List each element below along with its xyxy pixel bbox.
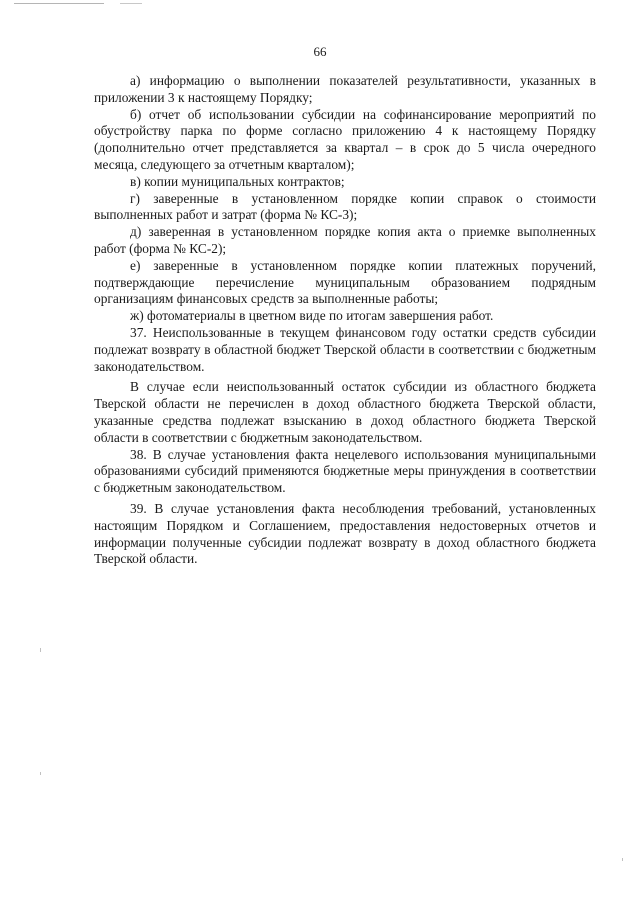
clause-37-continuation: В случае если неиспользованный остаток субсидии из областного бюджета Тверской области не перечислен в доход областного бюджета Тверской области, указанные средства подлежат взысканию в доход областного бюджета Тверской области в соответствии с бюджетным законодательством. bbox=[94, 379, 596, 445]
scan-artifact-line bbox=[120, 3, 142, 4]
list-item-a: а) информацию о выполнении показателей результативности, указанных в приложении 3 к настоящему Порядку; bbox=[94, 73, 596, 105]
list-item-b: б) отчет об использовании субсидии на софинансирование мероприятий по обустройству парка по форме согласно приложению 4 к настоящему Порядку (дополнительно отчет представляется за квартал – в срок до 5 числа очередного месяца, следующего за отчетным кварталом); bbox=[94, 106, 596, 172]
list-item-v: в) копии муниципальных контрактов; bbox=[130, 173, 345, 189]
clause-39: 39. В случае установления факта несоблюдения требований, установленных настоящим Порядком и Соглашением, предоставления недостоверных отчетов и информации полученные субсидии подлежат возврату в доход областного бюджета Тверской области. bbox=[94, 500, 596, 567]
scan-artifact-mark bbox=[622, 858, 623, 861]
scan-artifact-mark bbox=[40, 648, 41, 652]
clause-37: 37. Неиспользованные в текущем финансовом году остатки средств субсидии подлежат возврату в областной бюджет Тверской области в соответствии с бюджетным законодательством. bbox=[94, 324, 596, 374]
page-number: 66 bbox=[313, 44, 327, 59]
scan-artifact-line bbox=[14, 3, 104, 4]
list-item-e: е) заверенные в установленном порядке копии платежных поручений, подтверждающие перечисление муниципальным образованием подрядным организациям финансовых средств за выполненные работы; bbox=[94, 257, 596, 307]
document-body bbox=[94, 73, 596, 568]
list-item-g: г) заверенные в установленном порядке копии справок о стоимости выполненных работ и затрат (форма № КС-3); bbox=[94, 190, 596, 223]
clause-38: 38. В случае установления факта нецелевого использования муниципальными образованиями субсидий применяются бюджетные меры принуждения в соответствии с бюджетным законодательством. bbox=[94, 446, 596, 496]
list-item-d: д) заверенная в установленном порядке копия акта о приемке выполненных работ (форма № КС-2); bbox=[94, 224, 596, 256]
scan-artifact-mark bbox=[40, 772, 41, 775]
list-item-zh: ж) фотоматериалы в цветном виде по итогам завершения работ. bbox=[130, 308, 494, 324]
